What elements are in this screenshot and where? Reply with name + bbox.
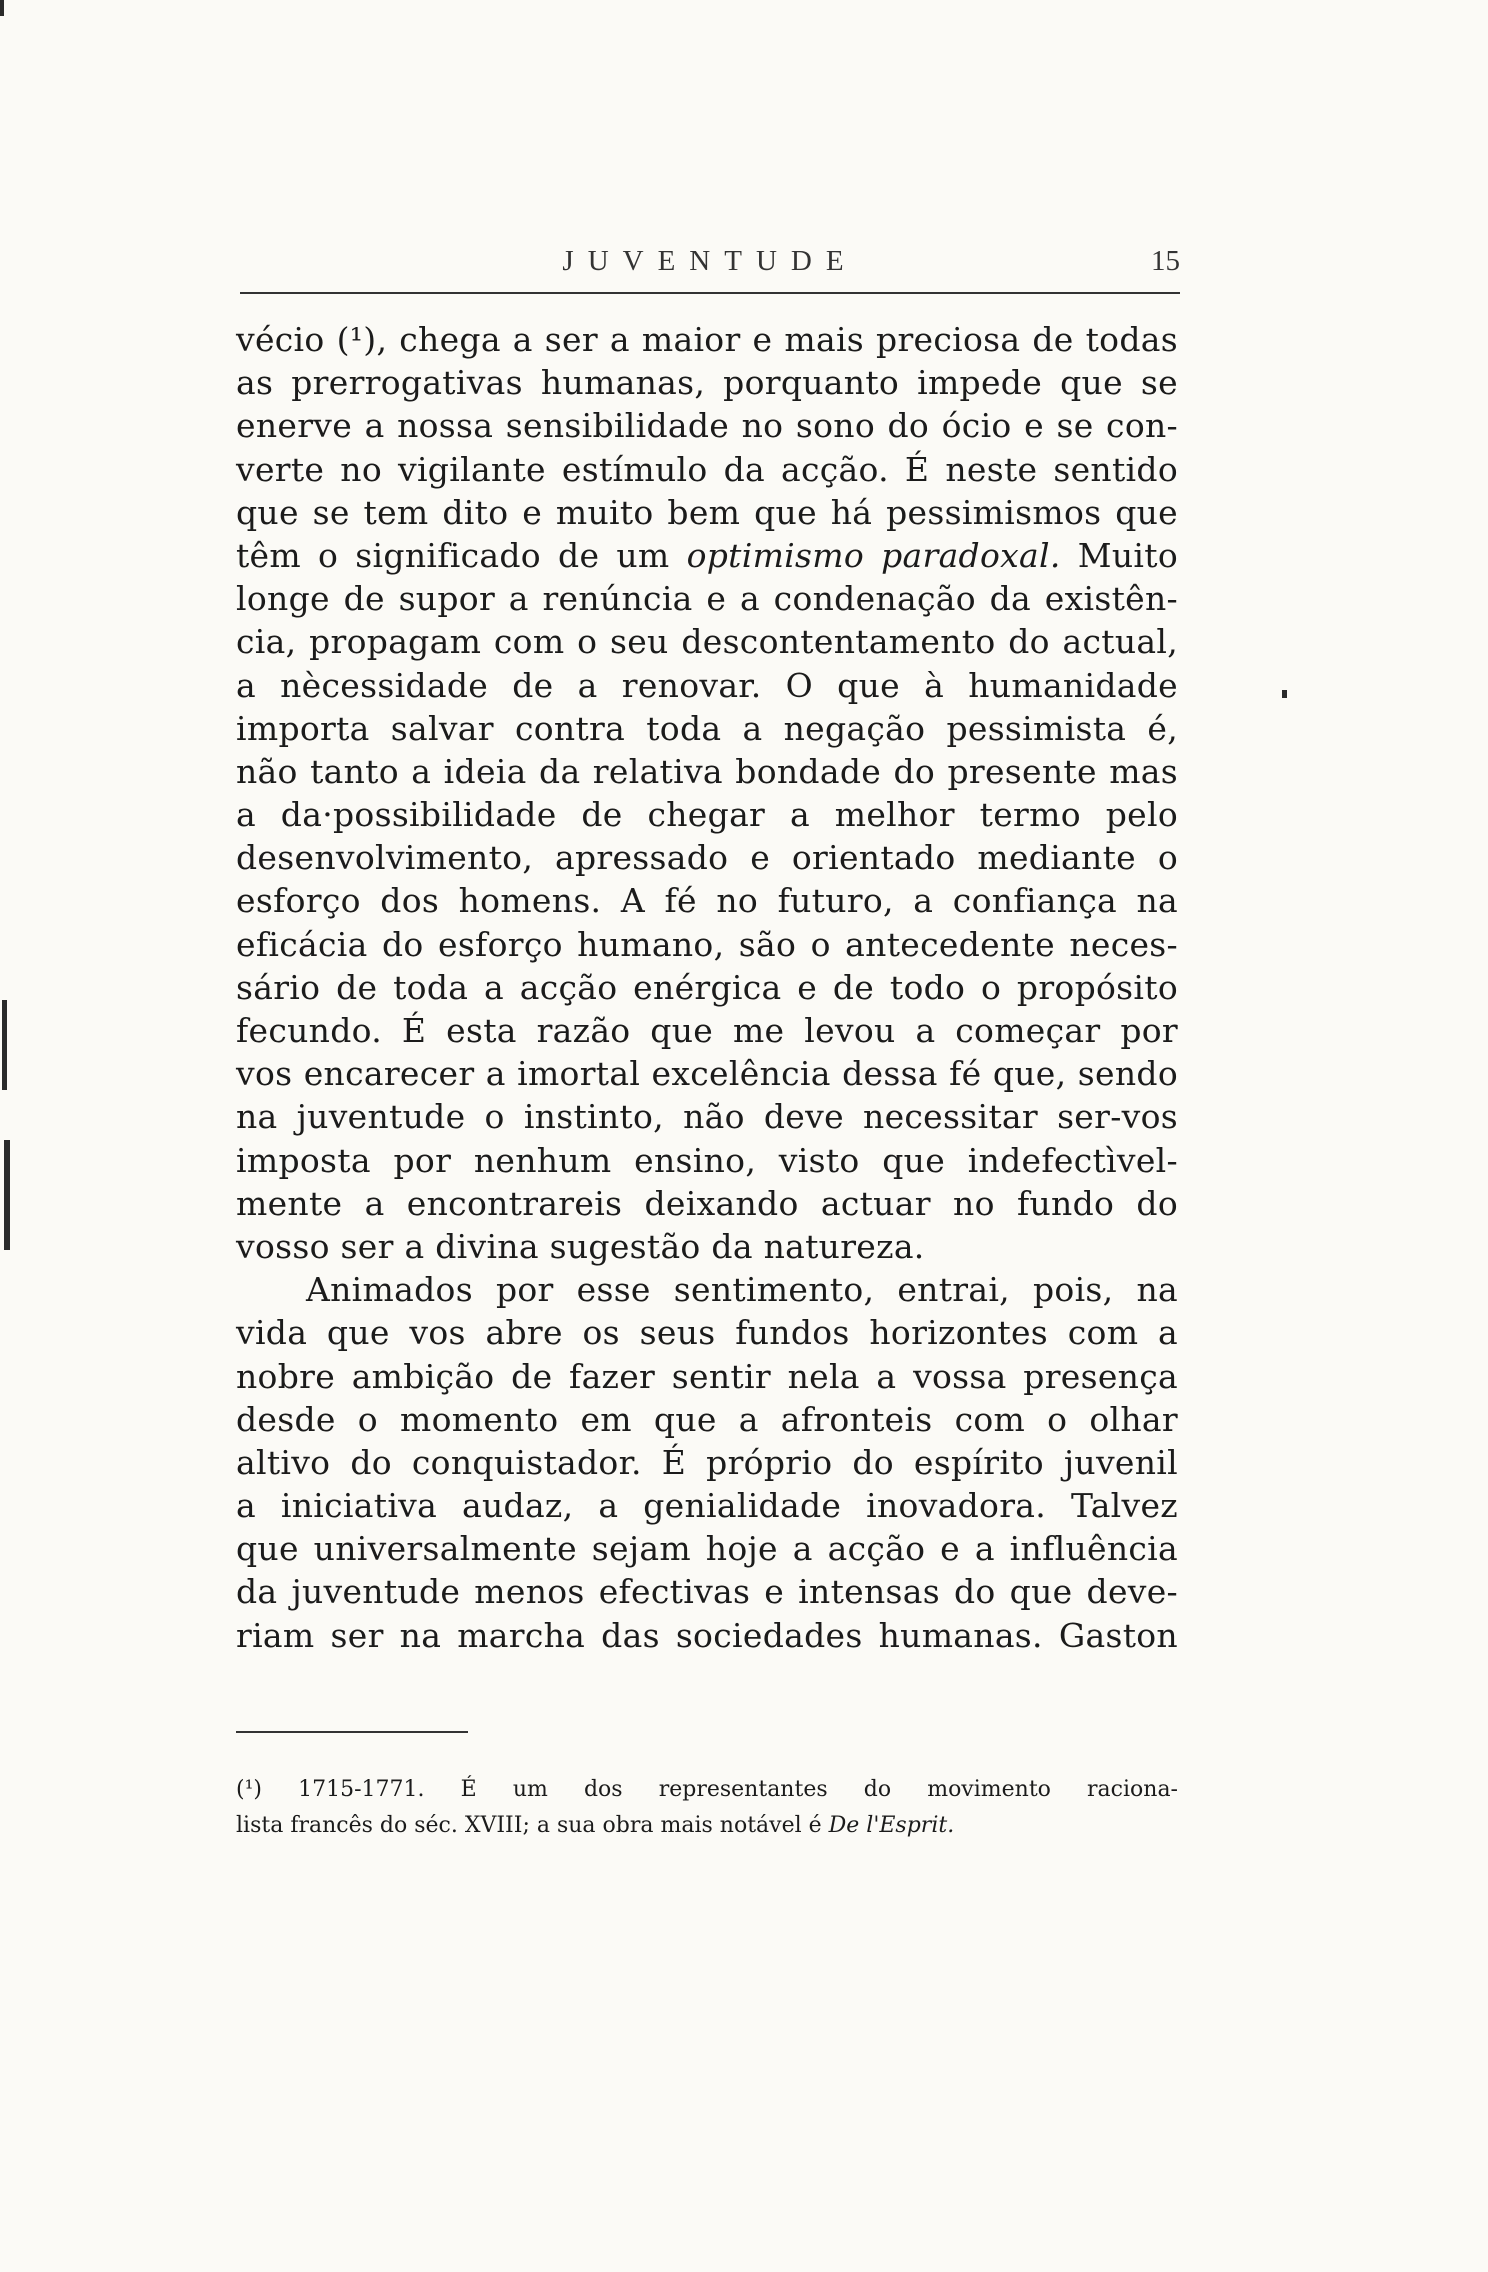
- running-head: [240, 245, 1180, 293]
- text-segment: na juventude o instinto, não deve necessitar ser-vos: [236, 1097, 1178, 1137]
- text-segment: riam ser na marcha das sociedades humanas. Gaston: [236, 1615, 1178, 1655]
- text-segment: eficácia do esforço humano, são o antecedente neces-: [236, 924, 1178, 964]
- text-line: [236, 1009, 1178, 1052]
- text-segment: desde o momento em que a afronteis com o olhar: [236, 1399, 1178, 1439]
- text-line: [236, 1355, 1178, 1398]
- text-line: [236, 966, 1178, 1009]
- text-segment: desenvolvimento, apressado e orientado mediante o: [236, 838, 1178, 878]
- text-line: [236, 707, 1178, 750]
- footnote-italic-title: De l'Esprit.: [828, 1813, 955, 1838]
- footnote-text: (¹) 1715-1771. É um dos representantes do movimento raciona-: [236, 1777, 1178, 1802]
- text-line: [236, 750, 1178, 793]
- text-segment: verte no vigilante estímulo da acção. É neste sentido: [236, 449, 1178, 489]
- text-segment: longe de supor a renúncia e a condenação da existên-: [236, 579, 1178, 619]
- italic-phrase: optimismo paradoxal.: [686, 535, 1061, 575]
- text-segment: esforço dos homens. A fé no futuro, a confiança na: [236, 881, 1178, 921]
- text-segment: vida que vos abre os seus fundos horizontes com a: [236, 1313, 1178, 1353]
- footnote-line: [236, 1808, 1178, 1844]
- footnote: [236, 1772, 1178, 1844]
- scan-edge-mark: [2, 1000, 7, 1090]
- text-line: [236, 923, 1178, 966]
- text-segment: que se tem dito e muito bem que há pessimismos que: [236, 492, 1178, 532]
- text-segment: fecundo. É esta razão que me levou a começar por: [236, 1011, 1178, 1050]
- text-line: [236, 1182, 1178, 1225]
- text-line: [236, 448, 1178, 491]
- text-line: [236, 534, 1178, 577]
- text-line: [236, 1311, 1178, 1354]
- text-line: [236, 836, 1178, 879]
- text-segment: enerve a nossa sensibilidade no sono do ócio e se con-: [236, 406, 1178, 446]
- text-line: [236, 879, 1178, 922]
- scan-edge-mark: [4, 1140, 10, 1250]
- text-line: [236, 577, 1178, 620]
- text-line: [236, 318, 1178, 361]
- text-line: [236, 1225, 1178, 1268]
- body-text: [236, 318, 1178, 1657]
- page-number: 15: [1151, 245, 1180, 277]
- text-segment: imposta por nenhum ensino, visto que indefectìvel-: [236, 1140, 1178, 1180]
- text-line: [236, 1527, 1178, 1570]
- scan-edge-mark: [0, 0, 4, 16]
- text-segment: que universalmente sejam hoje a acção e a influência: [236, 1529, 1178, 1569]
- text-line: [236, 664, 1178, 707]
- text-segment: mente a encontrareis deixando actuar no fundo do: [236, 1183, 1178, 1223]
- text-line: [236, 1095, 1178, 1138]
- text-segment: importa salvar contra toda a negação pessimista é,: [236, 708, 1178, 748]
- text-segment: não tanto a ideia da relativa bondade do presente mas: [236, 751, 1178, 791]
- text-line: [236, 1441, 1178, 1484]
- text-line: [236, 1052, 1178, 1095]
- header-rule: [240, 292, 1180, 294]
- text-segment: sário de toda a acção enérgica e de todo o propósito: [236, 967, 1178, 1007]
- text-line: [236, 1614, 1178, 1657]
- text-line: [236, 491, 1178, 534]
- text-segment: vos encarecer a imortal excelência dessa fé que, sendo: [236, 1054, 1178, 1094]
- text-line: [236, 793, 1178, 836]
- text-line: [236, 1570, 1178, 1613]
- text-line: [236, 1484, 1178, 1527]
- text-segment: Animados por esse sentimento, entrai, pois, na: [306, 1270, 1178, 1310]
- footnote-text: lista francês do séc. XVIII; a sua obra mais notável é: [236, 1813, 829, 1838]
- text-segment: da juventude menos efectivas e intensas do que deve-: [236, 1572, 1178, 1612]
- stray-dot: [1282, 690, 1287, 698]
- text-line: [236, 1139, 1178, 1182]
- footnote-line: [236, 1772, 1178, 1808]
- text-segment: cia, propagam com o seu descontentamento do actual,: [236, 622, 1178, 662]
- text-line: [236, 1398, 1178, 1441]
- text-segment: a nècessidade de a renovar. O que à humanidade: [236, 665, 1178, 705]
- text-segment: têm o significado de um: [236, 535, 687, 575]
- text-line: [236, 361, 1178, 404]
- text-line: [236, 404, 1178, 447]
- footnote-rule: [236, 1731, 468, 1733]
- text-line: [236, 1268, 1178, 1311]
- text-segment: Muito: [1060, 535, 1178, 575]
- text-segment: vécio (¹), chega a ser a maior e mais preciosa de todas: [236, 320, 1178, 359]
- text-segment: altivo do conquistador. É próprio do espírito juvenil: [236, 1442, 1178, 1482]
- running-title: JUVENTUDE: [562, 245, 858, 277]
- text-segment: vosso ser a divina sugestão da natureza.: [236, 1226, 925, 1266]
- text-segment: as prerrogativas humanas, porquanto impede que se: [236, 363, 1178, 403]
- text-segment: a da·possibilidade de chegar a melhor termo pelo: [236, 795, 1178, 835]
- text-segment: a iniciativa audaz, a genialidade inovadora. Talvez: [236, 1486, 1178, 1526]
- text-line: [236, 620, 1178, 663]
- text-segment: nobre ambição de fazer sentir nela a vossa presença: [236, 1356, 1178, 1396]
